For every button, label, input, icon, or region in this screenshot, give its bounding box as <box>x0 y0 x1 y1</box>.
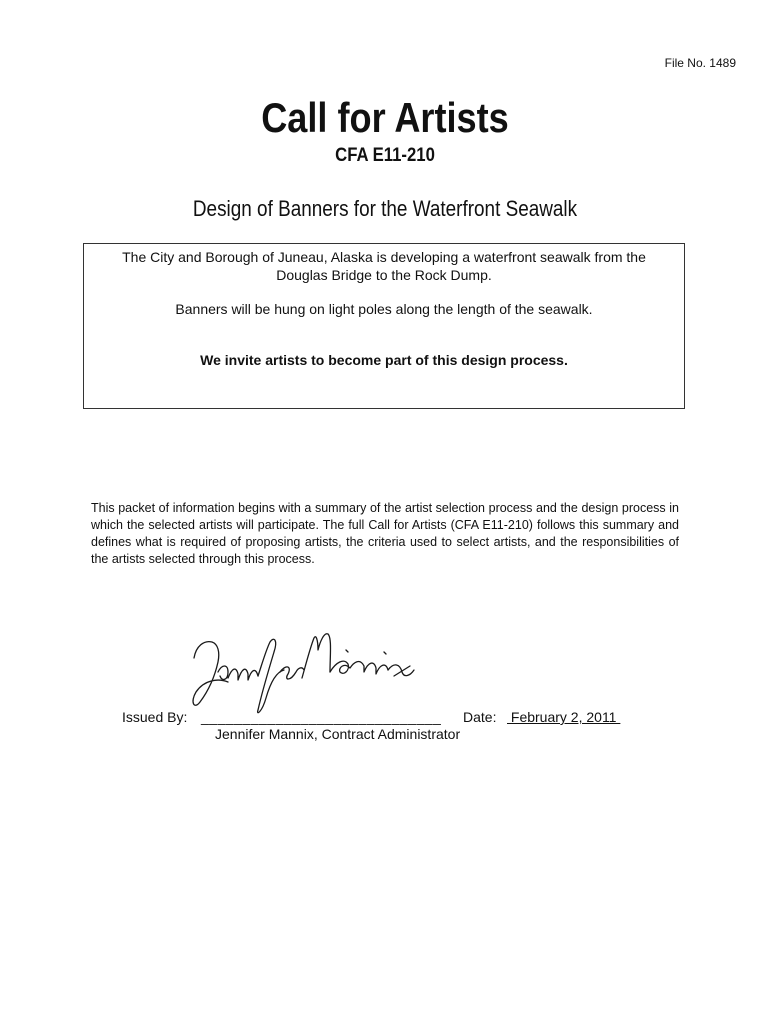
file-number: File No. 1489 <box>664 56 736 70</box>
box-paragraph-development: The City and Borough of Juneau, Alaska is developing a waterfront seawalk from the Douglas Bridge to the Rock Dump. <box>122 249 646 283</box>
signature-line: _____________________________ <box>201 709 442 725</box>
cfa-number: CFA E11-210 <box>335 145 435 166</box>
page-title: Call for Artists <box>261 94 509 141</box>
signer-name: Jennifer Mannix, Contract Administrator <box>215 726 461 742</box>
info-box <box>83 243 685 409</box>
signature-image <box>188 628 420 716</box>
box-invitation: We invite artists to become part of this design process. <box>200 352 568 368</box>
page-subtitle: Design of Banners for the Waterfront Seawalk <box>192 196 578 221</box>
box-paragraph-banners: Banners will be hung on light poles along the length of the seawalk. <box>175 301 593 317</box>
issued-by-label: Issued By: <box>122 709 188 725</box>
summary-paragraph: This packet of information begins with a summary of the artist selection process and the design process in which the selected artists will participate. The full Call for Artists (CFA E11-210) follows this summary and defines what is required of proposing artists, the criteria used to select artists, and the responsibilities of the artists selected through this process. <box>91 501 679 566</box>
date-value: February 2, 2011 <box>507 709 621 725</box>
date-label: Date: <box>463 709 497 725</box>
